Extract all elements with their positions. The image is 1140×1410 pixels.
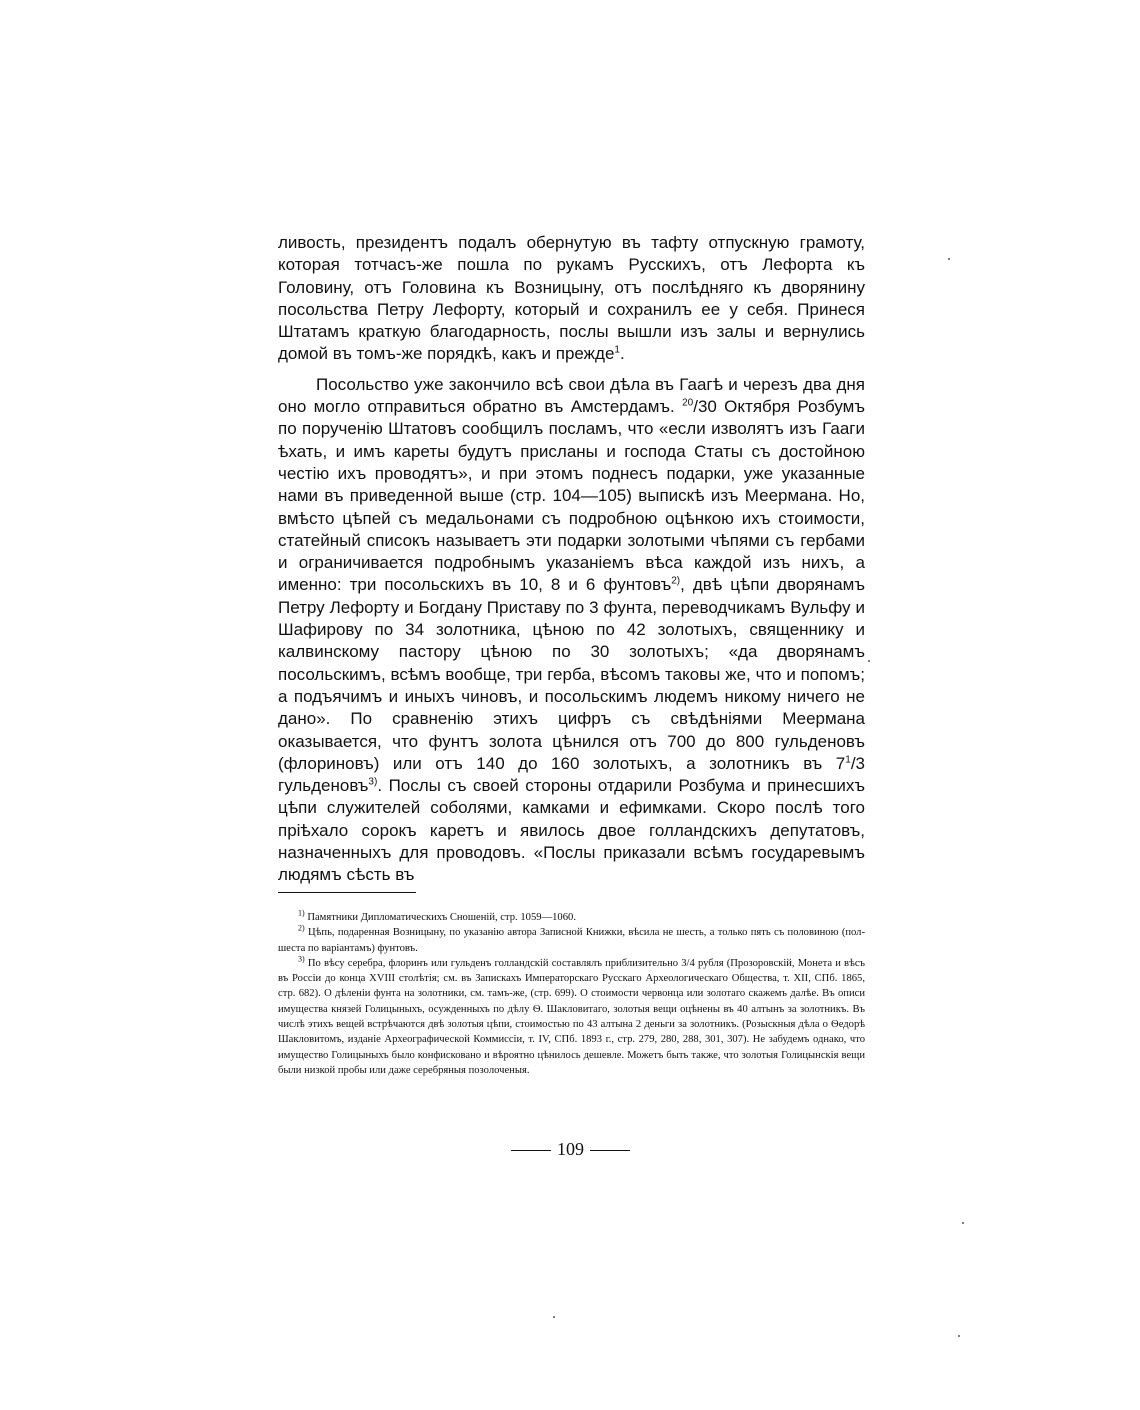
scan-speck [958,1335,960,1337]
footnote-2-number: 2) [298,923,305,933]
paragraph-2 [278,374,865,887]
scan-speck [962,1222,964,1224]
page-number-value: 109 [557,1139,584,1159]
paragraph-2-part-4: . Послы съ своей стороны отдарили Розбума и принесшихъ цѣпи служителей соболями, камками и ефимками. Скоро послѣ того пріѣхало сорокъ каретъ и явилось двое голландскихъ депутатовъ, назначенныхъ для проводовъ. «Послы приказали всѣмъ государевымъ людямъ сѣсть въ [278,776,865,885]
footnote-2-text: Цѣпь, подаренная Возницыну, по указанію автора Записной Книжки, вѣсила не шесть, а только пять съ половиною (пол-шеста по варіантамъ) фунтовъ. [278,927,865,954]
footnote-3-text: По вѣсу серебра, флоринъ или гульденъ голландскій составлялъ приблизительно 3/4 рубля (Прозоровскій, Монета и вѣсъ въ Россіи до конца XVIII столѣтія; см. въ Запискахъ Императорскаго Русскаго Археологическаго Общества, т. XII, СПб. 1865, стр. 682). О дѣленіи фунта на золотники, см. тамъ-же, (стр. 699). О стоимости червонца или золотаго скажемъ далѣе. Въ описи имущества князей Голицыныхъ, осужденныхъ по дѣлу Ѳ. Шакловитаго, золотыя вещи оцѣнены въ 40 алтынъ за золотникъ. Въ числѣ этихъ вещей встрѣчаются двѣ золотыя цѣпи, стоимостью по 43 алтына 2 деньги за золотникъ. (Розыскныя дѣла о Ѳедорѣ Шакловитомъ, изданіе Археографической Коммиссіи, т. IV, СПб. 1893 г., стр. 279, 280, 288, 301, 307). Не забудемъ однако, что имущество Голицыныхъ было конфисковано и вѣроятно цѣнилось дешевле. Можетъ быть также, что золотыя Голицынскія вещи были низкой пробы или даже серебряныя позолоченыя. [278,957,865,1076]
page-number-left-dash [511,1150,551,1151]
fraction-numerator: 1 [845,754,851,766]
footnote-1 [278,910,865,925]
paragraph-1-end: . [619,344,625,364]
note-ref-2[interactable]: 2) [671,575,681,587]
footnote-3-number: 3) [298,954,305,964]
footnote-divider [278,892,416,893]
paragraph-2-part-1: Посольство уже закончило всѣ свои дѣла въ Гаагѣ и черезъ два дня оно могло отправиться обратно въ Амстердамъ. [278,374,865,417]
page-number-right-dash [590,1150,630,1151]
footnote-2 [278,925,865,956]
scan-speck [553,1316,555,1318]
paragraph-1-text: ливость, президентъ подалъ обернутую въ тафту отпускную грамоту, которая тотчасъ-же пошла по рукамъ Русскихъ, отъ Лефорта къ Головину, отъ Головина къ Возницыну, отъ послѣдняго къ дворянину посольства Петру Лефорту, который и сохранилъ ее у себя. Принеся Штатамъ краткую благодарность, послы вышли изъ залы и вернулись домой въ томъ-же порядкѣ, какъ и прежде [278,233,865,364]
main-text [278,232,865,887]
footnote-3 [278,956,865,1078]
fraction-denominator: /3 [850,753,865,773]
footnotes [278,910,865,1078]
note-ref-1[interactable]: 1 [614,344,620,356]
scan-speck [948,258,950,260]
scan-speck [868,660,870,662]
paragraph-2-part-2: , двѣ цѣпи дворянамъ Петру Лефорту и Богдану Приставу по 3 фунта, переводчикамъ Вульфу и Шафирову по 34 золотника, цѣною по 42 золотыхъ, священнику и калвинскому пастору цѣною по 30 золотыхъ; «да дворянамъ посольскимъ, всѣмъ вообще, три герба, вѣсомъ таковы же, что и попомъ; а подъячимъ и иныхъ чиновъ, и посольскимъ людемъ никому ничего не дано». По сравненію этихъ цифръ съ свѣдѣніями Меермана оказывается, что фунтъ золота цѣнился отъ 700 до 800 гульденовъ (флориновъ) или отъ 140 до 160 золотыхъ, а золотникъ въ 7 [278,575,865,773]
paragraph-2-part-3: гульденовъ [278,776,369,796]
paragraph-1 [278,232,865,366]
footnote-1-number: 1) [298,908,305,918]
date-superscript: 20 [682,397,694,409]
note-ref-3[interactable]: 3) [368,776,378,788]
page-number [478,1138,663,1160]
footnote-1-text: Памятники Дипломатическихъ Сношеній, стр. 1059—1060. [307,912,576,923]
paragraph-2-date-rest: /30 Октября Розбумъ по порученію Штатовъ сообщилъ посламъ, что «если изволятъ изъ Гааги ѣхать, и имъ кареты будутъ присланы и господа Статы съ достойною честію ихъ проводятъ», и при этомъ поднесъ подарки, уже указанные нами въ приведенной выше (стр. 104—105) выпискѣ изъ Меермана. Но, вмѣсто цѣпей съ медальонами съ подробною оцѣнкою ихъ стоимости, статейный списокъ называетъ эти подарки золотыми чѣпями съ гербами и ограничивается подробнымъ указаніемъ вѣса каждой изъ нихъ, а именно: три посольскихъ въ 10, 8 и 6 фунтовъ [278,397,865,595]
